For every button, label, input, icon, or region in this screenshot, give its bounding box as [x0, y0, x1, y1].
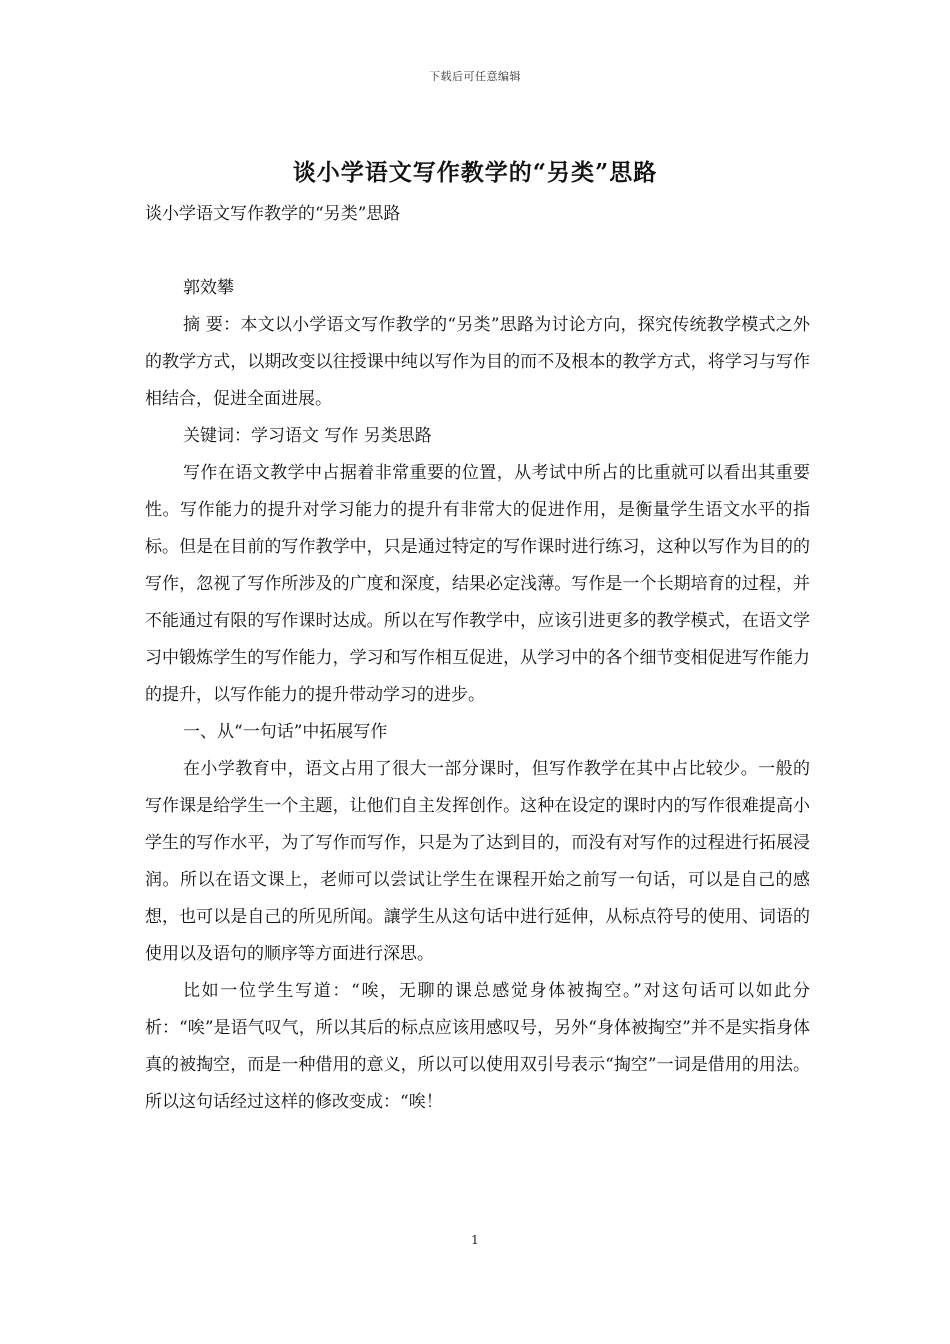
document-body	[145, 196, 810, 1121]
page-header-note: 下载后可任意编辑	[429, 70, 521, 83]
body-paragraph: 写作在语文教学中占据着非常重要的位置，从考试中所占的比重就可以看出其重要性。写作能力的提升对学习能力的提升有非常大的促进作用，是衡量学生语文水平的指标。但是在目前的写作教学中，只是通过特定的写作课时进行练习，这种以写作为目的的写作，忽视了写作所涉及的广度和深度，结果必定浅薄。写作是一个长期培育的过程，并不能通过有限的写作课时达成。所以在写作教学中，应该引进更多的教学模式，在语文学习中锻炼学生的写作能力，学习和写作相互促进，从学习中的各个细节变相促进写作能力的提升，以写作能力的提升带动学习的进步。	[145, 463, 810, 705]
body-paragraph: 在小学教育中，语文占用了很大一部分课时，但写作教学在其中占比较少。一般的写作课是给学生一个主题，让他们自主发挥创作。这种在设定的课时内的写作很难提高小学生的写作水平，为了写作而写作，只是为了达到目的，而没有对写作的过程进行拓展浸润。所以在语文课上，老师可以尝试让学生在课程开始之前写一句话，可以是自己的感想，也可以是自己的所见所闻。讓学生从这句话中进行延伸，从标点符号的使用、词语的使用以及语句的顺序等方面进行深思。	[145, 759, 810, 964]
document-title: 谈小学语文写作教学的“另类”思路	[292, 159, 658, 186]
body-paragraph: 比如一位学生写道：“唉，无聊的课总感觉身体被掏空。”对这句话可以如此分析：“唉”是语气叹气，所以其后的标点应该用感叹号，另外“身体被掏空”并不是实指身体真的被掏空，而是一种借用的意义，所以可以使用双引号表示“掏空”一词是借用的用法。所以这句话经过这样的修改变成：“唉！	[145, 981, 810, 1112]
author-name: 郭效攀	[183, 278, 234, 298]
page-number: 1	[471, 1233, 479, 1247]
abstract-paragraph: 摘 要：本文以小学语文写作教学的“另类”思路为讨论方向，探究传统教学模式之外的教学方式，以期改变以往授课中纯以写作为目的而不及根本的教学方式，将学习与写作相结合，促进全面进展。	[145, 315, 810, 409]
section-heading: 一、从“一句话”中拓展写作	[183, 722, 388, 742]
document-subtitle: 谈小学语文写作教学的“另类”思路	[145, 204, 401, 224]
keywords-line: 关键词：学习语文 写作 另类思路	[183, 426, 432, 446]
